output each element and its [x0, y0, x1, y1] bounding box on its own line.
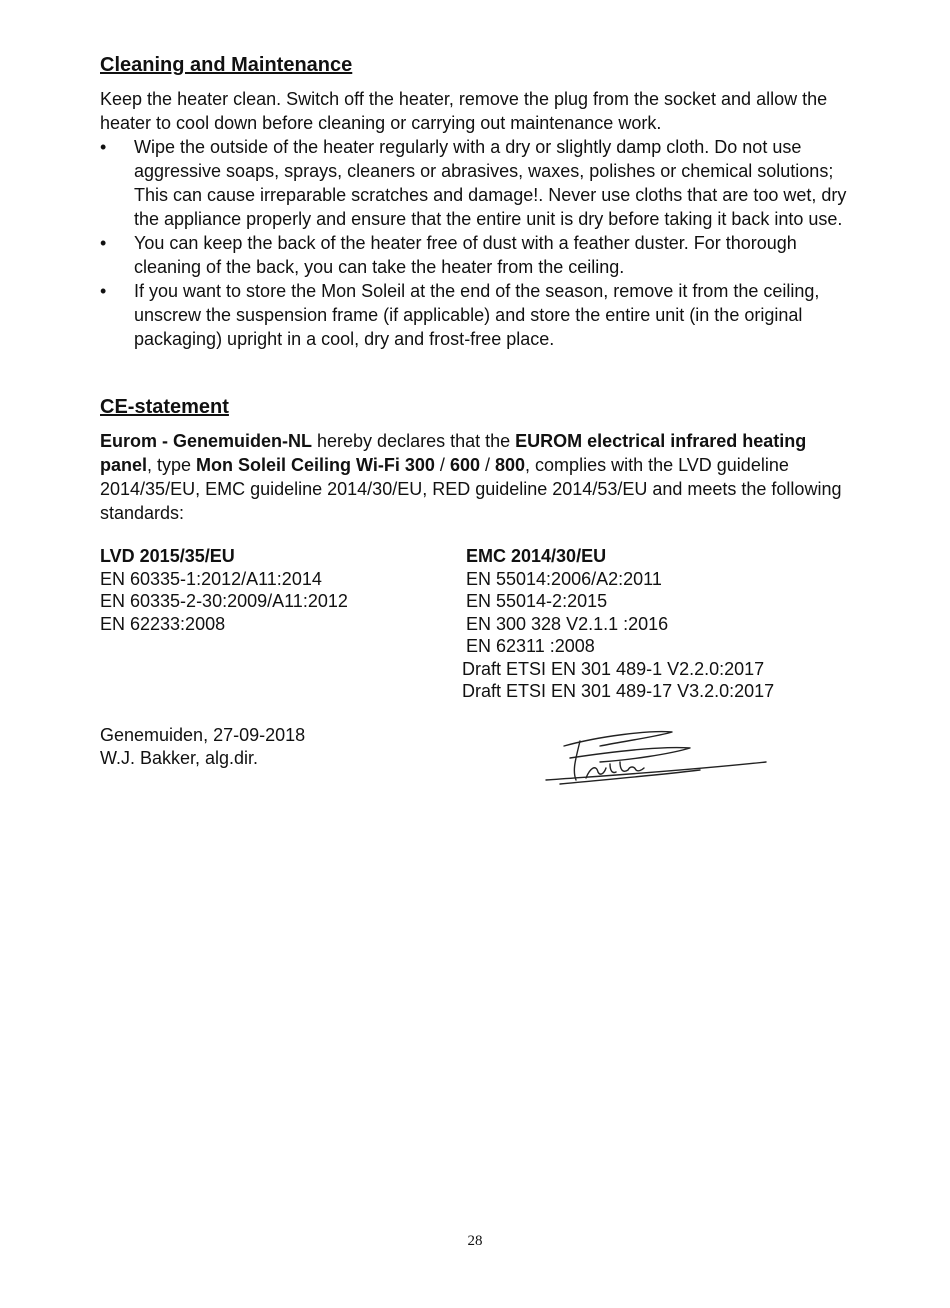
emc-standards-column: [462, 545, 775, 703]
bullet-icon: •: [100, 233, 107, 253]
page-number: 28: [467, 1233, 483, 1249]
signoff-block: [100, 724, 305, 769]
type-800: 800: [495, 455, 526, 475]
cleaning-intro: Keep the heater clean. Switch off the heater, remove the plug from the socket and allow the heater to cool down before cleaning or carrying out maintenance work.: [100, 89, 828, 133]
cleaning-heading: Cleaning and Maintenance: [100, 54, 353, 76]
standard-item: EN 55014-2:2015: [466, 591, 608, 611]
type-600: 600: [449, 455, 480, 475]
list-item: [100, 279, 860, 351]
standard-item: EN 55014:2006/A2:2011: [466, 568, 662, 589]
standard-item: EN 60335-2-30:2009/A11:2012: [100, 591, 348, 611]
signer-name: W.J. Bakker, alg.dir.: [100, 747, 259, 768]
statement-part: , complies with the LVD guideline 2014/35/EU, EMC guideline 2014/30/EU, RED guideline 2014/53/EU and meets the following standards:: [100, 455, 842, 523]
lvd-standards-column: [100, 545, 348, 635]
list-item: [100, 231, 860, 279]
bullet-text: Wipe the outside of the heater regularly with a dry or slightly damp cloth. Do not use aggressive soaps, sprays, cleaners or abrasives, waxes, polishes or chemical solutions; This can cause irreparable scratches and damage!. Never use cloths that are too wet, dry the appliance properly and ensure that the entire unit is dry before taking it back into use.: [134, 137, 847, 229]
bullet-icon: •: [100, 137, 107, 157]
statement-part: hereby declares that the: [312, 431, 516, 451]
ce-statement-text: [100, 429, 860, 525]
bullet-text: You can keep the back of the heater free of dust with a feather duster. For thorough cleaning of the back, you can take the heater from the ceiling.: [134, 233, 797, 277]
type-name: Mon Soleil Ceiling Wi-Fi 300: [196, 455, 435, 475]
statement-part: , type: [147, 455, 197, 475]
ce-heading: CE-statement: [100, 396, 229, 418]
type-separator: /: [479, 455, 495, 475]
lvd-heading: LVD 2015/35/EU: [100, 546, 235, 566]
list-item: [100, 135, 860, 231]
type-separator: /: [434, 455, 450, 475]
company-name: Eurom - Genemuiden-NL: [100, 431, 313, 451]
standard-item: EN 62233:2008: [100, 613, 226, 634]
signature-image: [540, 718, 780, 793]
bullet-text: If you want to store the Mon Soleil at the end of the season, remove it from the ceiling, unscrew the suspension frame (if applicable) and store the entire unit (in the original packaging) upright in a cool, dry and frost-free place.: [134, 281, 820, 349]
bullet-icon: •: [100, 281, 107, 301]
standard-item-draft: Draft ETSI EN 301 489-17 V3.2.0:2017: [462, 681, 775, 701]
place-date: Genemuiden, 27-09-2018: [100, 725, 306, 745]
standard-item: EN 62311 :2008: [466, 636, 595, 656]
emc-heading: EMC 2014/30/EU: [466, 546, 607, 566]
standard-item: EN 60335-1:2012/A11:2014: [100, 568, 322, 589]
cleaning-bullet-list: [100, 135, 860, 351]
standard-item: EN 300 328 V2.1.1 :2016: [466, 613, 669, 634]
product-name: EUROM electrical infrared heating panel: [100, 431, 807, 475]
standard-item-draft: Draft ETSI EN 301 489-1 V2.2.0:2017: [462, 658, 765, 679]
